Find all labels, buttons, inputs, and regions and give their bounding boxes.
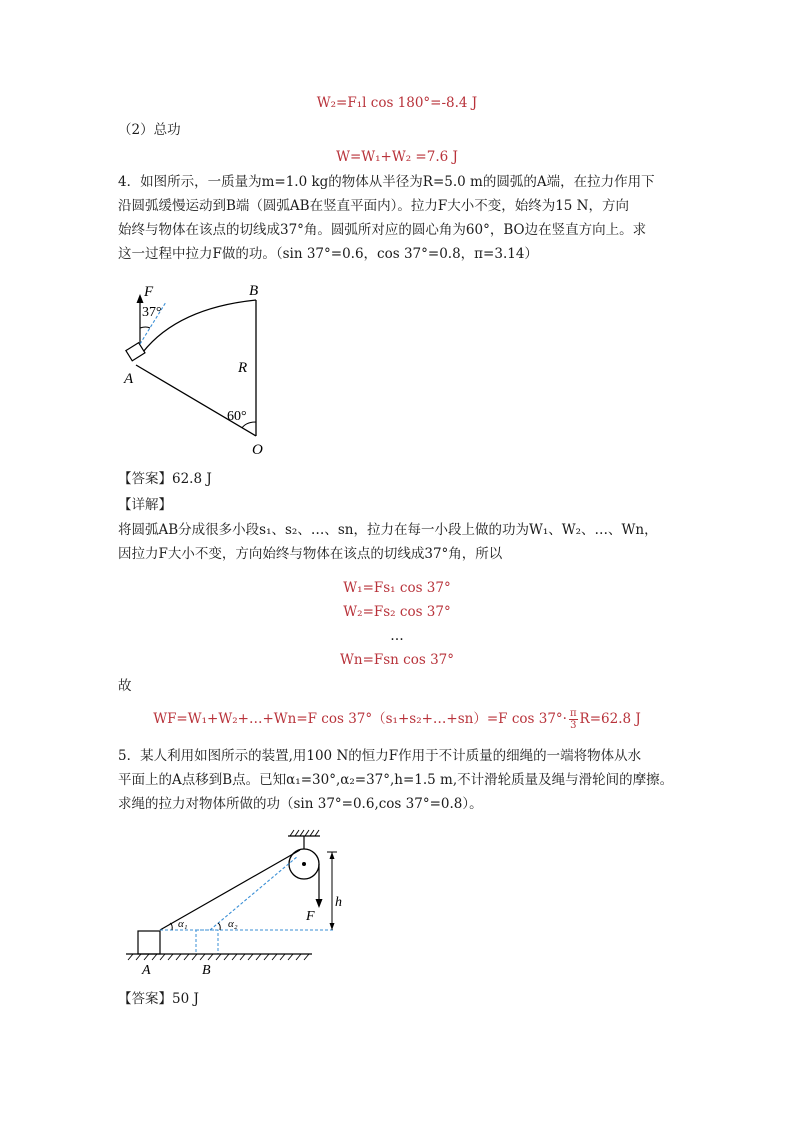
dashed-block-b [196, 930, 218, 954]
label-A-5: A [142, 963, 151, 978]
part2-label: （2）总功 [118, 122, 181, 138]
height-arrow-top [330, 852, 335, 859]
answer-value-5: 50 J [172, 991, 199, 1007]
block-a [126, 343, 145, 361]
block-a-5 [138, 931, 160, 954]
angle-alpha2-arc [218, 923, 220, 930]
equation-final-part-a: WF=W₁+W₂+…+Wn=F cos 37°（s₁+s₂+…+sn）=F cos 37°· [153, 711, 567, 727]
question-4-line: 这一过程中拉力F做的功。（sin 37°=0.6，cos 37°=0.8，π=3.14） [118, 246, 538, 262]
equation-w2-seg: W₂=Fs₂ cos 37° [343, 604, 451, 620]
fraction-denominator: 3 [570, 720, 577, 731]
detail-line: 将圆弧AB分成很多小段s₁、s₂、…、sn，拉力在每一小段上做的功为W₁、W₂、…、Wn， [118, 522, 658, 538]
pulley-figure [120, 824, 350, 984]
equation-total-work: W=W₁+W₂ =7.6 J [336, 149, 458, 165]
force-arrowhead-5 [316, 899, 323, 908]
label-h: h [335, 895, 342, 910]
question-5-line: 5．某人利用如图所示的装置,用100 N的恒力F作用于不计质量的细绳的一端将物体从水 [118, 748, 642, 764]
label-F: F [144, 284, 154, 300]
label-R: R [238, 360, 248, 376]
equation-dots: … [390, 628, 404, 644]
question-4-text [118, 170, 678, 266]
question-5-line: 求绳的拉力对物体所做的功（sin 37°=0.6,cos 37°=0.8）。 [118, 796, 483, 812]
detail-line: 因拉力F大小不变，方向始终与物体在该点的切线成37°角，所以 [118, 546, 503, 562]
answer-4 [118, 470, 212, 488]
answer-5 [118, 990, 199, 1008]
equation-final-part-b: R=62.8 J [579, 711, 641, 727]
angle-37-arc [140, 327, 150, 328]
answer-label-5: 【答案】 [118, 991, 172, 1007]
detail-text [118, 518, 678, 566]
label-B-5: B [202, 963, 211, 978]
label-angle-60: 60° [227, 409, 247, 424]
question-4-line: 始终与物体在该点的切线成37°角。圆弧所对应的圆心角为60°，BO边在竖直方向上。求 [118, 222, 647, 238]
label-angle-37: 37° [142, 305, 162, 320]
equation-w2: W₂=F₁l cos 180°=-8.4 J [316, 95, 478, 111]
equation-wn: Wn=Fsn cos 37° [340, 652, 454, 668]
therefore-label: 故 [118, 678, 132, 694]
answer-value: 62.8 J [172, 471, 212, 487]
label-O: O [252, 442, 263, 458]
equation-w1: W₁=Fs₁ cos 37° [343, 580, 451, 596]
force-arrowhead [137, 294, 144, 303]
pi-over-3-fraction [569, 708, 578, 731]
detail-label: 【详解】 [118, 497, 172, 513]
label-A: A [124, 371, 134, 387]
height-arrow-bottom [330, 923, 335, 930]
equation-final [0, 705, 794, 733]
label-alpha1: α₁ [178, 918, 188, 930]
answer-label: 【答案】 [118, 471, 172, 487]
question-5-text [118, 744, 678, 816]
ceiling-hatch [290, 830, 319, 836]
question-4-line: 沿圆弧缓慢运动到B端（圆弧AB在竖直平面内）。拉力F大小不变，始终为15 N，方向 [118, 198, 629, 214]
question-4-line: 4．如图所示，一质量为m=1.0 kg的物体从半径为R=5.0 m的圆弧的A端，在拉力作用下 [118, 174, 655, 190]
dashed-rope-b [210, 856, 298, 930]
ground-hatch [128, 954, 309, 960]
pulley-axle [302, 862, 306, 866]
question-5-line: 平面上的A点移到B点。已知α₁=30°,α₂=37°,h=1.5 m,不计滑轮质量及绳与滑轮间的摩擦。 [118, 772, 674, 788]
arc-figure [118, 280, 288, 465]
label-B: B [249, 283, 259, 299]
label-F-5: F [306, 909, 315, 924]
label-alpha2: α₂ [228, 918, 238, 930]
fraction-numerator: π [569, 708, 577, 719]
